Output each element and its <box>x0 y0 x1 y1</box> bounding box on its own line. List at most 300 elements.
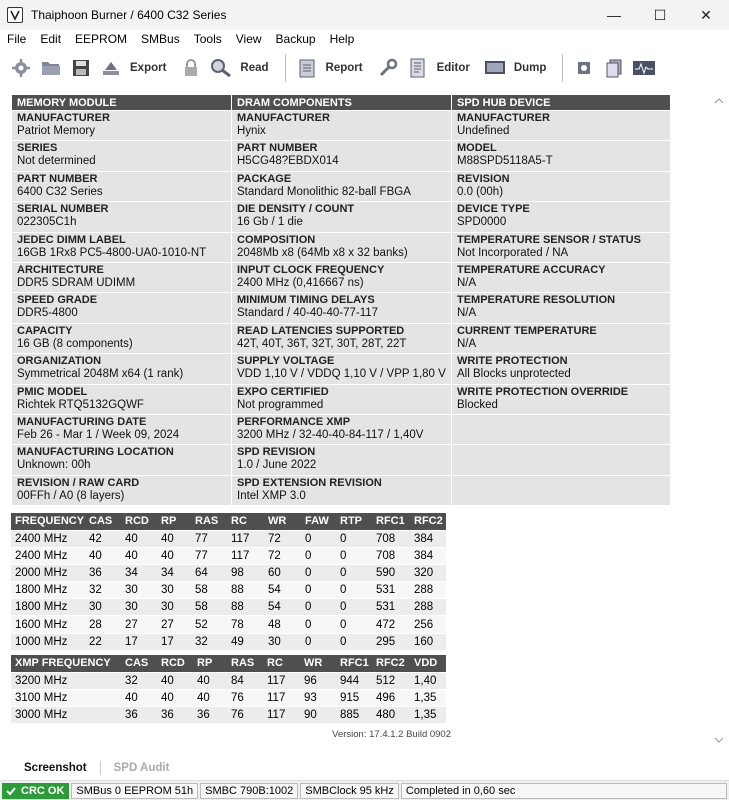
table-cell: 58 <box>191 599 227 616</box>
table-cell: 531 <box>372 599 410 616</box>
column-header: FAW <box>301 513 336 530</box>
field-label: CURRENT TEMPERATURE <box>457 324 597 337</box>
table-cell: 60 <box>264 564 301 581</box>
column-header: FREQUENCY <box>11 513 85 530</box>
field-value: Hynix <box>237 125 266 137</box>
hub-field <box>452 323 671 353</box>
info-row <box>12 475 671 505</box>
column-header: RCD <box>121 513 157 530</box>
table-cell: 78 <box>227 616 264 633</box>
table-cell: 0 <box>336 530 372 547</box>
field-label: MINIMUM TIMING DELAYS <box>237 294 375 307</box>
table-cell: 36 <box>157 706 193 723</box>
column-header: RFC2 <box>410 513 446 530</box>
table-row <box>11 672 446 689</box>
chevron-down-icon[interactable] <box>714 734 724 746</box>
read-button[interactable] <box>206 56 268 80</box>
table-cell: 36 <box>85 564 121 581</box>
hub-field <box>452 293 671 323</box>
dram-field <box>232 262 452 292</box>
field-label: SPD EXTENSION REVISION <box>237 476 382 489</box>
field-value: Feb 26 - Mar 1 / Week 09, 2024 <box>17 428 180 441</box>
table-cell: 84 <box>227 672 263 689</box>
table-cell: 117 <box>263 672 300 689</box>
info-row <box>12 354 671 384</box>
menu-file[interactable]: File <box>7 32 27 46</box>
table-cell: 0 <box>336 616 372 633</box>
editor-icon <box>406 56 430 80</box>
field-value: Unknown: 00h <box>17 459 91 472</box>
field-value: 2400 MHz (0,416667 ns) <box>237 276 364 289</box>
crc-status-text: CRC OK <box>21 784 65 797</box>
info-row <box>12 202 671 232</box>
export-button[interactable] <box>96 56 166 80</box>
column-header: RC <box>227 513 264 530</box>
status-bar <box>0 780 729 800</box>
export-label: Export <box>130 62 167 74</box>
module-field <box>12 293 232 323</box>
table-cell: 22 <box>85 633 121 650</box>
table-cell: 2400 MHz <box>11 547 85 564</box>
toolbar-separator <box>285 54 286 82</box>
column-header: RTP <box>336 513 372 530</box>
table-cell: 3200 MHz <box>11 672 121 689</box>
field-value: 00FFh / A0 (8 layers) <box>17 489 125 502</box>
column-header: RP <box>193 655 227 672</box>
table-cell: 288 <box>410 582 446 599</box>
table-cell: 2000 MHz <box>11 564 85 581</box>
dram-field <box>232 445 452 475</box>
table-cell: 0 <box>336 633 372 650</box>
field-label: SPD REVISION <box>237 446 316 459</box>
lock-icon[interactable] <box>179 56 203 80</box>
module-field <box>12 414 232 444</box>
read-label: Read <box>240 62 269 74</box>
field-label: DIE DENSITY / COUNT <box>237 203 355 216</box>
table-cell: 256 <box>410 616 446 633</box>
table-cell: 30 <box>157 582 191 599</box>
table-cell: 48 <box>264 616 301 633</box>
field-value: 42T, 40T, 36T, 32T, 30T, 28T, 22T <box>237 337 407 350</box>
close-button[interactable]: ✕ <box>700 6 712 23</box>
module-field <box>12 475 232 505</box>
field-value: 2048Mb x8 (64Mb x8 x 32 banks) <box>237 246 408 259</box>
column-header: WR <box>264 513 301 530</box>
table-cell: 915 <box>336 689 372 706</box>
crc-status-badge <box>2 783 69 799</box>
table-cell: 77 <box>191 530 227 547</box>
table-row <box>11 564 446 581</box>
field-value: DDR5 SDRAM UDIMM <box>17 276 136 289</box>
field-value: N/A <box>457 276 477 289</box>
menu-eeprom[interactable]: EEPROM <box>75 32 128 46</box>
table-cell: 1,40 <box>410 672 446 689</box>
title-bar <box>0 0 729 30</box>
table-cell: 98 <box>227 564 264 581</box>
table-cell: 0 <box>336 547 372 564</box>
hub-field <box>452 384 671 414</box>
editor-label: Editor <box>436 62 470 74</box>
field-value: 16 GB (8 components) <box>17 337 133 350</box>
table-cell: 1,35 <box>410 689 446 706</box>
column-header: CAS <box>85 513 121 530</box>
module-field <box>12 141 232 171</box>
menu-backup[interactable]: Backup <box>275 32 316 46</box>
field-label: MANUFACTURING DATE <box>17 415 147 428</box>
field-label: MODEL <box>457 142 497 155</box>
table-cell: 34 <box>121 564 157 581</box>
field-label: PMIC MODEL <box>17 385 88 398</box>
table-cell: 40 <box>157 672 193 689</box>
column-header: RCD <box>157 655 193 672</box>
field-label: READ LATENCIES SUPPORTED <box>237 324 405 337</box>
table-cell: 32 <box>191 633 227 650</box>
field-value: 16GB 1Rx8 PC5-4800-UA0-1010-NT <box>17 246 207 259</box>
dram-field <box>232 141 452 171</box>
tab-spd-audit[interactable]: SPD Audit <box>113 762 170 774</box>
field-value: Symmetrical 2048M x64 (1 rank) <box>17 368 184 381</box>
dram-field <box>232 293 452 323</box>
table-cell: 76 <box>227 706 263 723</box>
field-label: PACKAGE <box>237 172 292 185</box>
table-cell: 72 <box>264 530 301 547</box>
table-cell: 76 <box>227 689 263 706</box>
empty-cell <box>452 475 671 505</box>
table-cell: 28 <box>85 616 121 633</box>
field-value: Patriot Memory <box>17 125 95 137</box>
table-cell: 0 <box>336 582 372 599</box>
table-cell: 93 <box>300 689 336 706</box>
field-value: H5CG48?EBDX014 <box>237 155 339 168</box>
hub-field <box>452 141 671 171</box>
table-cell: 531 <box>372 582 410 599</box>
table-cell: 49 <box>227 633 264 650</box>
table-cell: 288 <box>410 599 446 616</box>
column-header: RFC1 <box>372 513 410 530</box>
app-logo-icon <box>7 7 23 23</box>
table-cell: 496 <box>372 689 410 706</box>
dram-components-header: DRAM COMPONENTS <box>232 95 452 111</box>
maximize-button[interactable]: ☐ <box>653 6 667 23</box>
dump-button[interactable] <box>480 56 547 80</box>
table-cell: 3000 MHz <box>11 706 121 723</box>
info-row <box>12 232 671 262</box>
field-value: 0.0 (00h) <box>457 185 504 198</box>
column-header: RAS <box>227 655 263 672</box>
table-cell: 480 <box>372 706 410 723</box>
info-row <box>12 293 671 323</box>
dram-field <box>232 354 452 384</box>
module-field <box>12 445 232 475</box>
report-icon <box>295 56 319 80</box>
table-cell: 117 <box>227 530 264 547</box>
table-cell: 27 <box>157 616 191 633</box>
read-magnifier-icon <box>209 56 233 80</box>
field-value: N/A <box>457 337 477 350</box>
table-cell: 36 <box>193 706 227 723</box>
menu-edit[interactable]: Edit <box>40 32 62 46</box>
window-controls <box>591 0 729 30</box>
table-cell: 0 <box>301 582 336 599</box>
table-cell: 0 <box>301 547 336 564</box>
dump-label: Dump <box>513 62 547 74</box>
info-row <box>12 171 671 201</box>
field-label: WRITE PROTECTION OVERRIDE <box>457 385 629 398</box>
table-cell: 17 <box>121 633 157 650</box>
menu-help[interactable]: Help <box>329 32 355 46</box>
menu-tools[interactable]: Tools <box>193 32 222 46</box>
hub-field <box>452 171 671 201</box>
field-label: MANUFACTURING LOCATION <box>17 446 174 459</box>
table-cell: 0 <box>301 599 336 616</box>
field-value: M88SPD5118A5-T <box>457 155 553 168</box>
table-cell: 320 <box>410 564 446 581</box>
table-cell: 944 <box>336 672 372 689</box>
field-label: MANUFACTURER <box>17 112 110 124</box>
module-field <box>12 384 232 414</box>
table-cell: 40 <box>121 530 157 547</box>
spd-hub-device-header: SPD HUB DEVICE <box>452 95 671 111</box>
field-label: EXPO CERTIFIED <box>237 385 329 398</box>
table-cell: 117 <box>263 706 300 723</box>
table-cell: 54 <box>264 582 301 599</box>
dram-field <box>232 323 452 353</box>
menu-view[interactable]: View <box>235 32 262 46</box>
field-value: Not determined <box>17 155 96 168</box>
memory-module-header: MEMORY MODULE <box>12 95 232 111</box>
report-label: Report <box>325 62 363 74</box>
field-label: ORGANIZATION <box>17 355 102 368</box>
table-row <box>11 582 446 599</box>
info-row <box>12 262 671 292</box>
table-cell: 42 <box>85 530 121 547</box>
field-value: Intel XMP 3.0 <box>237 489 306 502</box>
dram-field <box>232 384 452 414</box>
field-label: TEMPERATURE SENSOR / STATUS <box>457 233 641 246</box>
smbclock-status: SMBClock 95 kHz <box>300 783 399 799</box>
field-label: CAPACITY <box>17 324 73 337</box>
module-field <box>12 171 232 201</box>
smbus-status: SMBus 0 EEPROM 51h <box>71 783 198 799</box>
field-label: JEDEC DIMM LABEL <box>17 233 126 246</box>
editor-button[interactable] <box>403 56 470 80</box>
table-cell: 40 <box>193 672 227 689</box>
report-button[interactable] <box>292 56 363 80</box>
hub-field <box>452 232 671 262</box>
settings-gear-icon[interactable] <box>9 56 33 80</box>
column-header: XMP FREQUENCY <box>11 655 121 672</box>
table-cell: 160 <box>410 633 446 650</box>
field-label: TEMPERATURE ACCURACY <box>457 263 606 276</box>
table-cell: 88 <box>227 582 264 599</box>
field-label: REVISION / RAW CARD <box>17 476 140 489</box>
menu-smbus[interactable]: SMBus <box>141 32 180 46</box>
field-label: WRITE PROTECTION <box>457 355 568 368</box>
table-cell: 40 <box>157 547 191 564</box>
table-cell: 384 <box>410 530 446 547</box>
table-cell: 52 <box>191 616 227 633</box>
empty-cell <box>452 414 671 444</box>
field-label: MANUFACTURER <box>237 112 330 124</box>
field-value: SPD0000 <box>457 216 507 229</box>
menu-bar <box>0 30 729 48</box>
signal-analyzer-icon[interactable] <box>632 56 656 80</box>
table-cell: 295 <box>372 633 410 650</box>
chip-settings-icon[interactable] <box>572 56 596 80</box>
table-cell: 0 <box>301 564 336 581</box>
save-disk-icon[interactable] <box>69 56 93 80</box>
field-label: SERIAL NUMBER <box>17 203 109 216</box>
table-cell: 40 <box>193 689 227 706</box>
table-row <box>11 706 446 723</box>
table-cell: 64 <box>191 564 227 581</box>
field-value: Undefined <box>457 125 510 137</box>
table-cell: 885 <box>336 706 372 723</box>
smbc-status: SMBC 790B:1002 <box>200 783 298 799</box>
column-header: VDD <box>410 655 446 672</box>
export-icon <box>99 56 123 80</box>
field-value: Standard / 40-40-40-77-117 <box>237 307 379 320</box>
field-value: 022305C1h <box>17 216 77 229</box>
field-value: N/A <box>457 307 477 320</box>
table-cell: 27 <box>121 616 157 633</box>
table-cell: 590 <box>372 564 410 581</box>
table-cell: 0 <box>336 599 372 616</box>
table-cell: 30 <box>85 599 121 616</box>
documents-icon[interactable] <box>602 56 626 80</box>
table-cell: 32 <box>121 672 157 689</box>
table-cell: 40 <box>157 689 193 706</box>
wrench-tools-icon[interactable] <box>376 56 400 80</box>
table-cell: 30 <box>121 582 157 599</box>
table-row <box>11 530 446 547</box>
table-cell: 2400 MHz <box>11 530 85 547</box>
hub-field <box>452 111 671 141</box>
field-value: Standard Monolithic 82-ball FBGA <box>237 185 411 198</box>
hub-field <box>452 262 671 292</box>
table-cell: 17 <box>157 633 191 650</box>
field-label: PART NUMBER <box>17 172 98 185</box>
table-cell: 0 <box>301 616 336 633</box>
xmp-profile-table <box>11 655 446 724</box>
open-folder-icon[interactable] <box>39 56 63 80</box>
table-cell: 30 <box>121 599 157 616</box>
field-value: All Blocks unprotected <box>457 368 571 381</box>
column-header: RC <box>263 655 300 672</box>
version-label: Version: 17.4.1.2 Build 0902 <box>332 729 451 740</box>
field-label: TEMPERATURE RESOLUTION <box>457 294 616 307</box>
column-header: CAS <box>121 655 157 672</box>
field-value: Not Incorporated / NA <box>457 246 569 259</box>
info-row <box>12 384 671 414</box>
frequency-timings-table <box>11 513 446 651</box>
table-row <box>11 616 446 633</box>
module-field <box>12 262 232 292</box>
dram-field <box>232 202 452 232</box>
field-value: 16 Gb / 1 die <box>237 216 303 229</box>
table-row <box>11 547 446 564</box>
module-field <box>12 111 232 141</box>
minimize-button[interactable]: — <box>607 7 621 23</box>
info-row <box>12 323 671 353</box>
table-cell: 90 <box>300 706 336 723</box>
field-label: SPEED GRADE <box>17 294 98 307</box>
main-content <box>0 89 710 754</box>
column-header: RFC2 <box>372 655 410 672</box>
table-cell: 77 <box>191 547 227 564</box>
table-cell: 40 <box>85 547 121 564</box>
table-cell: 0 <box>336 564 372 581</box>
dram-field <box>232 414 452 444</box>
column-header: RAS <box>191 513 227 530</box>
info-row <box>12 141 671 171</box>
table-cell: 117 <box>263 689 300 706</box>
dump-icon <box>483 56 507 80</box>
field-label: COMPOSITION <box>237 233 316 246</box>
field-value: DDR5-4800 <box>17 307 78 320</box>
hub-field <box>452 202 671 232</box>
vertical-scrollbar[interactable] <box>710 89 729 754</box>
table-cell: 36 <box>121 706 157 723</box>
table-cell: 512 <box>372 672 410 689</box>
chevron-up-icon[interactable] <box>714 95 724 107</box>
table-cell: 1800 MHz <box>11 599 85 616</box>
table-cell: 1000 MHz <box>11 633 85 650</box>
table-cell: 472 <box>372 616 410 633</box>
table-cell: 0 <box>301 530 336 547</box>
field-value: VDD 1,10 V / VDDQ 1,10 V / VPP 1,80 V <box>237 368 446 381</box>
table-cell: 708 <box>372 547 410 564</box>
module-field <box>12 323 232 353</box>
field-value: 1.0 / June 2022 <box>237 459 317 472</box>
completed-status: Completed in 0,60 sec <box>401 783 727 799</box>
table-cell: 384 <box>410 547 446 564</box>
table-cell: 40 <box>157 530 191 547</box>
field-label: INPUT CLOCK FREQUENCY <box>237 263 385 276</box>
toolbar-separator-2 <box>562 54 563 82</box>
table-cell: 117 <box>227 547 264 564</box>
info-row <box>12 445 671 475</box>
table-cell: 1800 MHz <box>11 582 85 599</box>
dram-field <box>232 171 452 201</box>
empty-cell <box>452 445 671 475</box>
spd-info-table <box>11 94 671 506</box>
table-cell: 0 <box>301 633 336 650</box>
field-label: PERFORMANCE XMP <box>237 415 351 428</box>
table-cell: 708 <box>372 530 410 547</box>
table-cell: 72 <box>264 547 301 564</box>
table-cell: 30 <box>157 599 191 616</box>
field-label: PART NUMBER <box>237 142 318 155</box>
table-row <box>11 689 446 706</box>
field-value: 6400 C32 Series <box>17 185 103 198</box>
hub-field <box>452 354 671 384</box>
table-cell: 32 <box>85 582 121 599</box>
table-cell: 40 <box>121 689 157 706</box>
field-value: Not programmed <box>237 398 324 411</box>
table-cell: 88 <box>227 599 264 616</box>
tab-screenshot[interactable]: Screenshot <box>24 762 87 774</box>
column-header: RFC1 <box>336 655 372 672</box>
checkmark-icon <box>5 785 17 797</box>
toolbar <box>0 49 729 87</box>
bottom-tabs <box>0 757 729 779</box>
field-value: Blocked <box>457 398 498 411</box>
table-cell: 34 <box>157 564 191 581</box>
field-label: REVISION <box>457 172 510 185</box>
window-title: Thaiphoon Burner / 6400 C32 Series <box>31 8 227 22</box>
field-value: Richtek RTQ5132GQWF <box>17 398 144 411</box>
